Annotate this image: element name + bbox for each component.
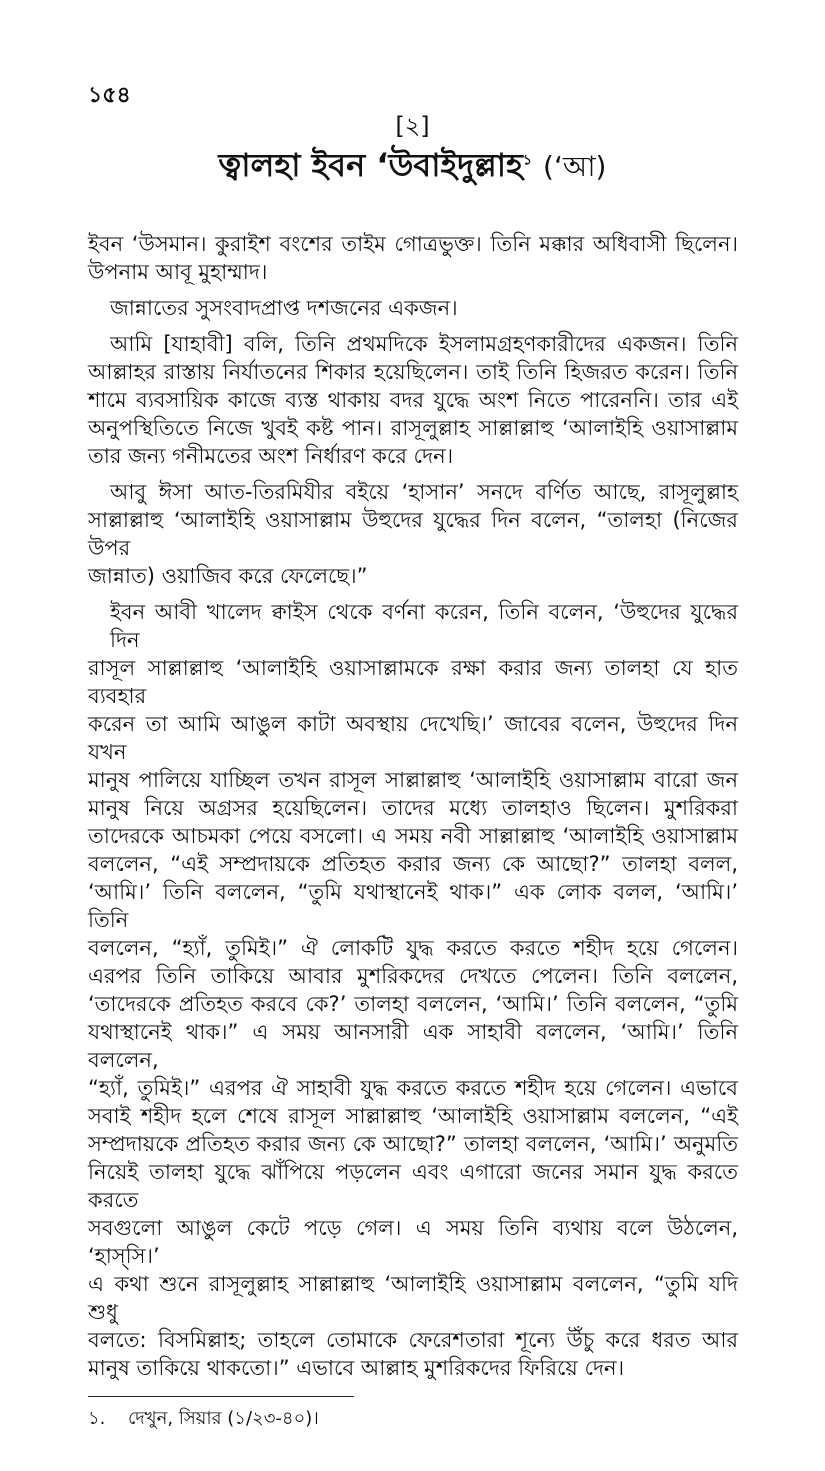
footnote-text: দেখুন, সিয়ার (১/২৩-৪০)। xyxy=(128,1408,319,1429)
text-line: উপনাম আবূ মুহাম্মাদ। xyxy=(88,260,268,284)
text-line: মানুষ পালিয়ে যাচ্ছিল তখন রাসূল সাল্লাল্লাহু ‘আলাইহি ওয়াসাল্লাম বারো জন xyxy=(88,768,738,792)
text-line: সাল্লাল্লাহু ‘আলাইহি ওয়াসাল্লাম উহুদের যুদ্ধের দিন বলেন, “তালহা (নিজের উপর xyxy=(88,508,738,560)
text-line: এ কথা শুনে রাসূলুল্লাহ সাল্লাল্লাহু ‘আলাইহি ওয়াসাল্লাম বললেন, “তুমি যদি শুধু xyxy=(88,1272,738,1324)
text-line: ‘আমি।’ তিনি বললেন, “তুমি যথাস্থানেই থাক।” এক লোক বলল, ‘আমি।’ তিনি xyxy=(88,880,738,932)
text-line: এরপর তিনি তাকিয়ে আবার মুশরিকদের দেখতে পেলেন। তিনি বললেন, xyxy=(88,964,738,988)
paragraph xyxy=(88,478,738,590)
text-line: সবাই শহীদ হলে শেষে রাসূল সাল্লাল্লাহু ‘আলাইহি ওয়াসাল্লাম বললেন, “এই xyxy=(88,1104,738,1128)
body-text xyxy=(88,230,738,1382)
text-line: করেন তা আমি আঙুল কাটা অবস্থায় দেখেছি।’ জাবের বলেন, উহুদের দিন যখন xyxy=(88,712,738,764)
text-line: ইবন আবী খালেদ ক্বাইস থেকে বর্ণনা করেন, তিনি বলেন, ‘উহুদের যুদ্ধের দিন xyxy=(110,600,738,652)
text-line: জান্নাত) ওয়াজিব করে ফেলেছে।” xyxy=(88,564,368,588)
text-line: নিয়েই তালহা যুদ্ধে ঝাঁপিয়ে পড়লেন এবং এগারো জনের সমান যুদ্ধ করতে করতে xyxy=(88,1160,738,1212)
text-line: সম্প্রদায়কে প্রতিহত করার জন্য কে আছো?” তালহা বললেন, ‘আমি।’ অনুমতি xyxy=(88,1132,738,1156)
text-line: শামে ব্যবসায়িক কাজে ব্যস্ত থাকায় বদর যুদ্ধে অংশ নিতে পারেননি। তার এই xyxy=(88,388,738,412)
footnote-divider xyxy=(88,1396,354,1397)
text-line: আবু ঈসা আত-তিরমিযীর বইয়ে ‘হাসান’ সনদে বর্ণিত আছে, রাসূলুল্লাহ xyxy=(110,480,738,504)
paragraph xyxy=(88,230,738,286)
text-line: অনুপস্থিতিতে নিজে খুবই কষ্ট পান। রাসূলুল্লাহ সাল্লাল্লাহু ‘আলাইহি ওয়াসাল্লাম xyxy=(88,416,738,440)
text-line: মানুষ তাকিয়ে থাকতো।” এভাবে আল্লাহ মুশরিকদের ফিরিয়ে দেন। xyxy=(88,1356,625,1380)
footnote xyxy=(88,1407,738,1431)
paragraph xyxy=(88,294,738,322)
text-line: যথাস্থানেই থাক।” এ সময় আনসারী এক সাহাবী বললেন, ‘আমি।’ তিনি বললেন, xyxy=(88,1020,738,1072)
paragraph xyxy=(88,330,738,470)
text-line: রাসূল সাল্লাল্লাহু ‘আলাইহি ওয়াসাল্লামকে রক্ষা করার জন্য তালহা যে হাত ব্যবহার xyxy=(88,656,738,708)
text-line: ‘তাদেরকে প্রতিহত করবে কে?’ তালহা বললেন, ‘আমি।’ তিনি বললেন, “তুমি xyxy=(88,992,738,1016)
text-line: বলতে: বিসমিল্লাহ; তাহলে তোমাকে ফেরেশতারা শূন্যে উঁচু করে ধরত আর xyxy=(88,1328,738,1352)
footnote-mark: ১ xyxy=(522,152,532,169)
text-line: ইবন ‘উসমান। কুরাইশ বংশের তাইম গোত্রভুক্ত। তিনি মক্কার অধিবাসী ছিলেন। xyxy=(88,232,738,256)
text-line: আল্লাহর রাস্তায় নির্যাতনের শিকার হয়েছিলেন। তাই তিনি হিজরত করেন। তিনি xyxy=(88,360,738,384)
text-line: মানুষ নিয়ে অগ্রসর হয়েছিলেন। তাদের মধ্যে তালহাও ছিলেন। মুশরিকরা xyxy=(88,796,738,820)
text-line: আমি [যাহাবী] বলি, তিনি প্রথমদিকে ইসলামগ্রহণকারীদের একজন। তিনি xyxy=(110,332,738,356)
title-honorific: (‘আ) xyxy=(543,150,607,183)
paragraph xyxy=(88,598,738,1382)
text-line: সবগুলো আঙুল কেটে পড়ে গেল। এ সময় তিনি ব্যথায় বলে উঠলেন, ‘হাস্‌সি।’ xyxy=(88,1216,738,1268)
text-line: জান্নাতের সুসংবাদপ্রাপ্ত দশজনের একজন। xyxy=(110,296,458,320)
text-line: তাদেরকে আচমকা পেয়ে বসলো। এ সময় নবী সাল্লাল্লাহু ‘আলাইহি ওয়াসাল্লাম xyxy=(88,824,738,848)
text-line: “হ্যাঁ, তুমিই।” এরপর ঐ সাহাবী যুদ্ধ করতে করতে শহীদ হয়ে গেলেন। এভাবে xyxy=(88,1076,738,1100)
section-number: [২] xyxy=(395,112,430,140)
text-line: বললেন, “এই সম্প্রদায়কে প্রতিহত করার জন্য কে আছো?” তালহা বলল, xyxy=(88,852,738,876)
text-line: তার জন্য গনীমতের অংশ নির্ধারণ করে দেন। xyxy=(88,444,454,468)
footnote-number: ১. xyxy=(88,1408,106,1429)
page-number: ১৫৪ xyxy=(88,83,131,108)
title-name: ত্বালহা ইবন ‘উবাইদুল্লাহ xyxy=(218,146,523,184)
text-line: বললেন, “হ্যাঁ, তুমিই।” ঐ লোকটি যুদ্ধ করতে করতে শহীদ হয়ে গেলেন। xyxy=(88,936,738,960)
